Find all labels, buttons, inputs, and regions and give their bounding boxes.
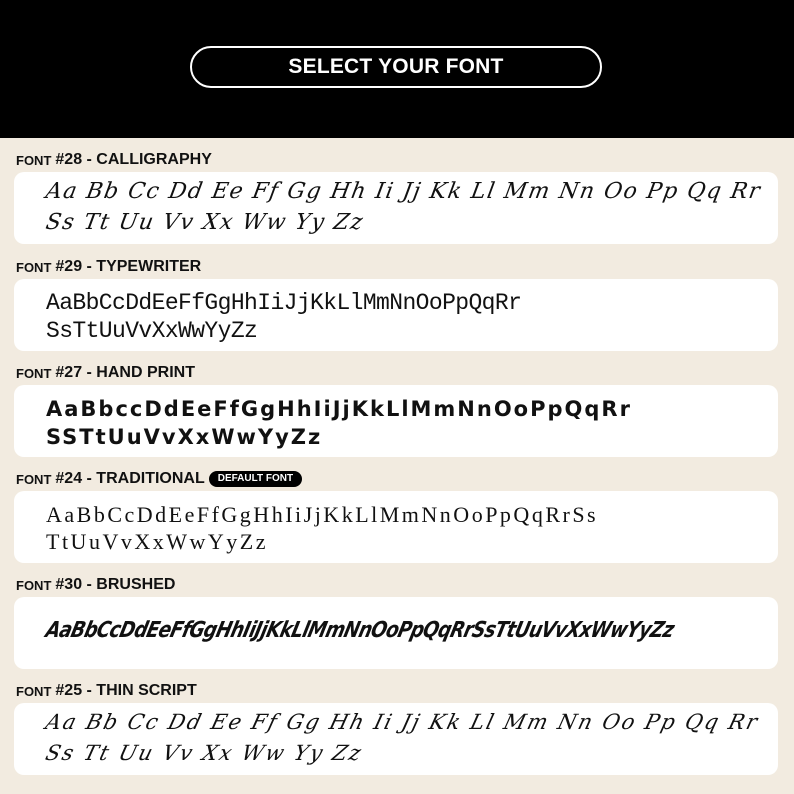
font-sample-card[interactable]	[14, 385, 778, 457]
font-label-prefix: FONT	[16, 471, 52, 487]
font-sample-card[interactable]	[14, 703, 778, 775]
font-sample-line: SSTtUuVvXxWwYyZz	[46, 425, 323, 449]
font-sample-line: SsTtUuVvXxWwYyZz	[46, 318, 258, 344]
font-label-name: #28 - CALLIGRAPHY	[55, 151, 212, 168]
font-label-name: #24 - TRADITIONAL	[55, 470, 205, 487]
font-sample-line: Aa Bb Cc Dd Ee Ff Gg Hh Ii Jj Kk Ll Mm Nn Oo Pp Qq Rr	[43, 710, 762, 734]
font-sample-line: AaBbccDdEeFfGgHhIiJjKkLlMmNnOoPpQqRr	[46, 397, 632, 421]
font-label	[16, 681, 197, 701]
font-label-prefix: FONT	[16, 259, 52, 275]
font-sample-line: AaBbCcDdEeFfGgHhIiJjKkLlMmNnOoPpQqRrSs	[46, 502, 599, 527]
font-label-prefix: FONT	[16, 683, 52, 699]
font-label-name: #29 - TYPEWRITER	[55, 258, 202, 275]
font-sample-line: Ss Tt Uu Vv Xx Ww Yy Zz	[43, 741, 366, 765]
font-label-prefix: FONT	[16, 152, 52, 168]
font-label-prefix: FONT	[16, 577, 52, 593]
font-sample-line: Aa Bb Cc Dd Ee Ff Gg Hh Ii Jj Kk Ll Mm Nn Oo Pp Qq Rr	[43, 179, 764, 204]
font-label-name: #27 - HAND PRINT	[55, 364, 195, 381]
font-sample-card[interactable]	[14, 491, 778, 563]
font-label	[16, 150, 212, 170]
font-label-prefix: FONT	[16, 365, 52, 381]
page-title: SELECT YOUR FONT	[190, 46, 602, 88]
font-sample-line: AaBbCcDdEeFfGgHhIiJjKkLlMmNnOoPpQqRr	[46, 290, 522, 316]
font-sample-line: Ss Tt Uu Vv Xx Ww Yy Zz	[43, 210, 366, 235]
font-label	[16, 469, 302, 489]
font-sample-line: AaBbCcDdEeFfGgHhIiJjKkLlMmNnOoPpQqRrSsTtUuVvXxWwYyZz	[43, 618, 677, 643]
font-sample-card[interactable]	[14, 172, 778, 244]
font-label-name: #25 - THIN SCRIPT	[55, 682, 197, 699]
font-label	[16, 363, 195, 383]
header-banner	[0, 0, 794, 138]
font-sample-line: TtUuVvXxWwYyZz	[46, 529, 268, 554]
font-label	[16, 257, 201, 277]
font-label	[16, 575, 175, 595]
font-sample-card[interactable]	[14, 597, 778, 669]
default-font-badge: DEFAULT FONT	[209, 471, 302, 487]
font-label-name: #30 - BRUSHED	[55, 576, 176, 593]
font-sample-card[interactable]	[14, 279, 778, 351]
